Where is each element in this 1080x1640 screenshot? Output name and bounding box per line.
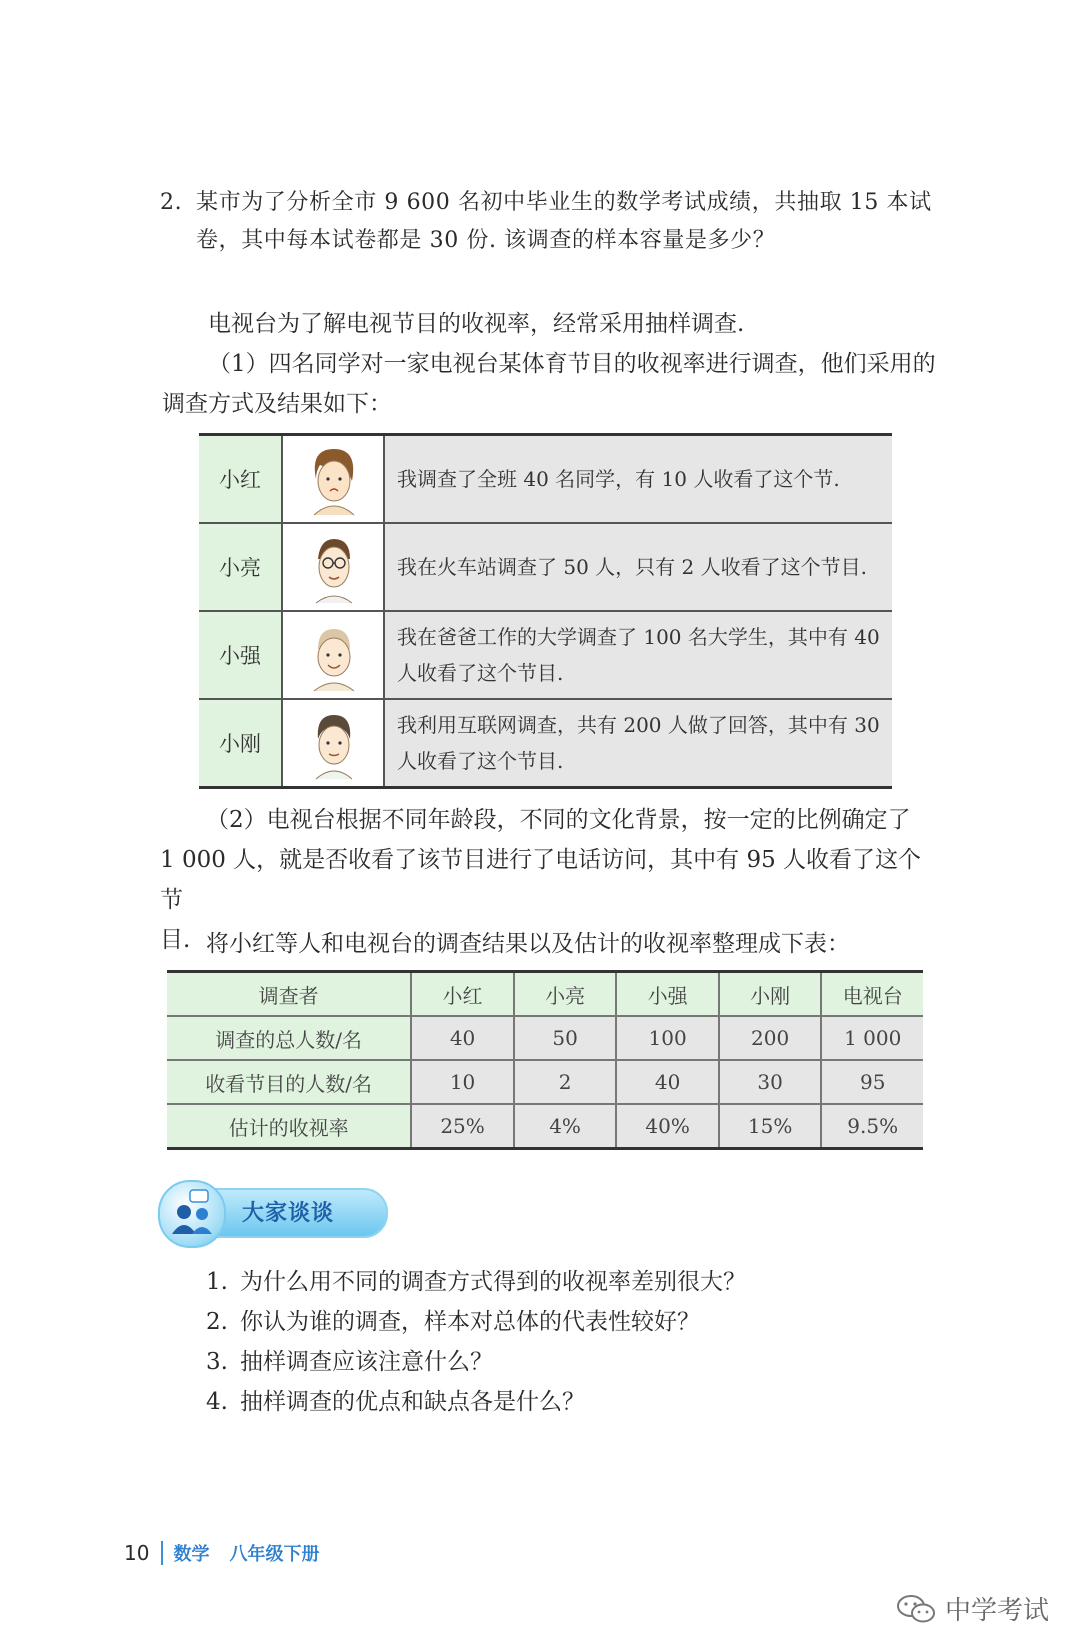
student-name: 小刚	[199, 699, 282, 788]
para2-line-2: 1 000 人，就是否收看了该节目进行了电话访问，其中有 95 人收看了这个节	[160, 847, 922, 913]
student-name: 小强	[199, 611, 282, 699]
exercise-number: 2.	[160, 190, 183, 215]
header-cell: 小刚	[719, 972, 822, 1017]
survey-row	[199, 435, 892, 524]
list-item	[206, 1262, 946, 1302]
boy-glasses-face-icon	[298, 529, 368, 605]
table-cell: 1 000	[821, 1016, 923, 1060]
para2-line-3: 目.	[160, 927, 191, 953]
student-portrait	[282, 523, 384, 611]
list-item	[206, 1382, 946, 1422]
list-item	[206, 1342, 946, 1382]
table-cell: 2	[514, 1060, 617, 1104]
page-footer	[124, 1540, 319, 1566]
table-cell: 9.5%	[821, 1104, 923, 1149]
intro-paragraph	[162, 304, 942, 424]
summary-row	[167, 1104, 923, 1149]
exercise-line-2: 卷，其中每本试卷都是 30 份. 该调查的样本容量是多少？	[196, 228, 776, 253]
question-text: 你认为谁的调查，样本对总体的代表性较好？	[240, 1309, 700, 1335]
table-cell: 100	[616, 1016, 719, 1060]
para3-text: 将小红等人和电视台的调查结果以及估计的收视率整理成下表：	[206, 931, 850, 957]
row-label: 估计的收视率	[167, 1104, 411, 1149]
table-cell: 25%	[411, 1104, 514, 1149]
student-statement: 我调查了全班 40 名同学，有 10 人收看了这个节.	[384, 435, 892, 524]
paragraph-3	[160, 924, 940, 964]
discuss-title: 大家谈谈	[242, 1201, 335, 1226]
girl-face-icon	[298, 441, 368, 517]
header-cell: 电视台	[821, 972, 923, 1017]
intro-line-2: （1）四名同学对一家电视台某体育节目的收视率进行调查，他们采用的	[208, 351, 936, 377]
footer-divider	[161, 1541, 163, 1565]
table-cell: 30	[719, 1060, 822, 1104]
table-cell: 200	[719, 1016, 822, 1060]
student-portrait	[282, 611, 384, 699]
table-cell: 10	[411, 1060, 514, 1104]
question-text: 抽样调查的优点和缺点各是什么？	[240, 1389, 585, 1415]
survey-table	[199, 433, 892, 789]
exercise-line-1: 某市为了分析全市 9 600 名初中毕业生的数学考试成绩，共抽取 15 本试	[196, 190, 932, 215]
student-statement: 我在爸爸工作的大学调查了 100 名大学生，其中有 40 人收看了这个节目.	[384, 611, 892, 699]
summary-row	[167, 1016, 923, 1060]
subject-label: 数学	[173, 1544, 210, 1565]
student-name: 小红	[199, 435, 282, 524]
survey-row	[199, 699, 892, 788]
discuss-badge	[158, 1180, 386, 1242]
question-number: 2.	[206, 1309, 228, 1335]
question-text: 抽样调查应该注意什么？	[240, 1349, 493, 1375]
student-portrait	[282, 435, 384, 524]
table-cell: 40%	[616, 1104, 719, 1149]
table-cell: 40	[411, 1016, 514, 1060]
boy-short-hair-face-icon	[298, 705, 368, 781]
student-statement: 我利用互联网调查，共有 200 人做了回答，其中有 30 人收看了这个节目.	[384, 699, 892, 788]
table-cell: 4%	[514, 1104, 617, 1149]
student-portrait	[282, 699, 384, 788]
table-cell: 15%	[719, 1104, 822, 1149]
page-number: 10	[124, 1541, 150, 1565]
header-cell: 小强	[616, 972, 719, 1017]
question-number: 1.	[206, 1269, 228, 1295]
boy-face-icon	[298, 617, 368, 693]
survey-row	[199, 523, 892, 611]
table-cell: 50	[514, 1016, 617, 1060]
header-cell: 小亮	[514, 972, 617, 1017]
survey-row	[199, 611, 892, 699]
exercise-2	[160, 184, 940, 260]
intro-line-3: 调查方式及结果如下：	[162, 391, 392, 417]
summary-table	[167, 970, 923, 1150]
list-item	[206, 1302, 946, 1342]
grade-label: 八年级下册	[229, 1544, 320, 1565]
question-number: 4.	[206, 1389, 228, 1415]
header-cell: 小红	[411, 972, 514, 1017]
summary-header-row	[167, 972, 923, 1017]
question-text: 为什么用不同的调查方式得到的收视率差别很大？	[240, 1269, 746, 1295]
table-cell: 40	[616, 1060, 719, 1104]
wechat-icon	[895, 1592, 937, 1626]
question-number: 3.	[206, 1349, 228, 1375]
discussion-questions	[206, 1262, 946, 1422]
badge-circle	[158, 1180, 226, 1248]
row-label: 收看节目的人数/名	[167, 1060, 411, 1104]
summary-row	[167, 1060, 923, 1104]
watermark-text: 中学考试	[945, 1596, 1050, 1626]
student-name: 小亮	[199, 523, 282, 611]
student-statement: 我在火车站调查了 50 人，只有 2 人收看了这个节目.	[384, 523, 892, 611]
para2-line-1: （2）电视台根据不同年龄段，不同的文化背景，按一定的比例确定了	[206, 807, 911, 833]
row-label: 调查的总人数/名	[167, 1016, 411, 1060]
watermark	[895, 1590, 1049, 1627]
people-chat-icon	[160, 1182, 224, 1246]
header-cell: 调查者	[167, 972, 411, 1017]
intro-line-1: 电视台为了解电视节目的收视率，经常采用抽样调查.	[208, 311, 745, 337]
table-cell: 95	[821, 1060, 923, 1104]
